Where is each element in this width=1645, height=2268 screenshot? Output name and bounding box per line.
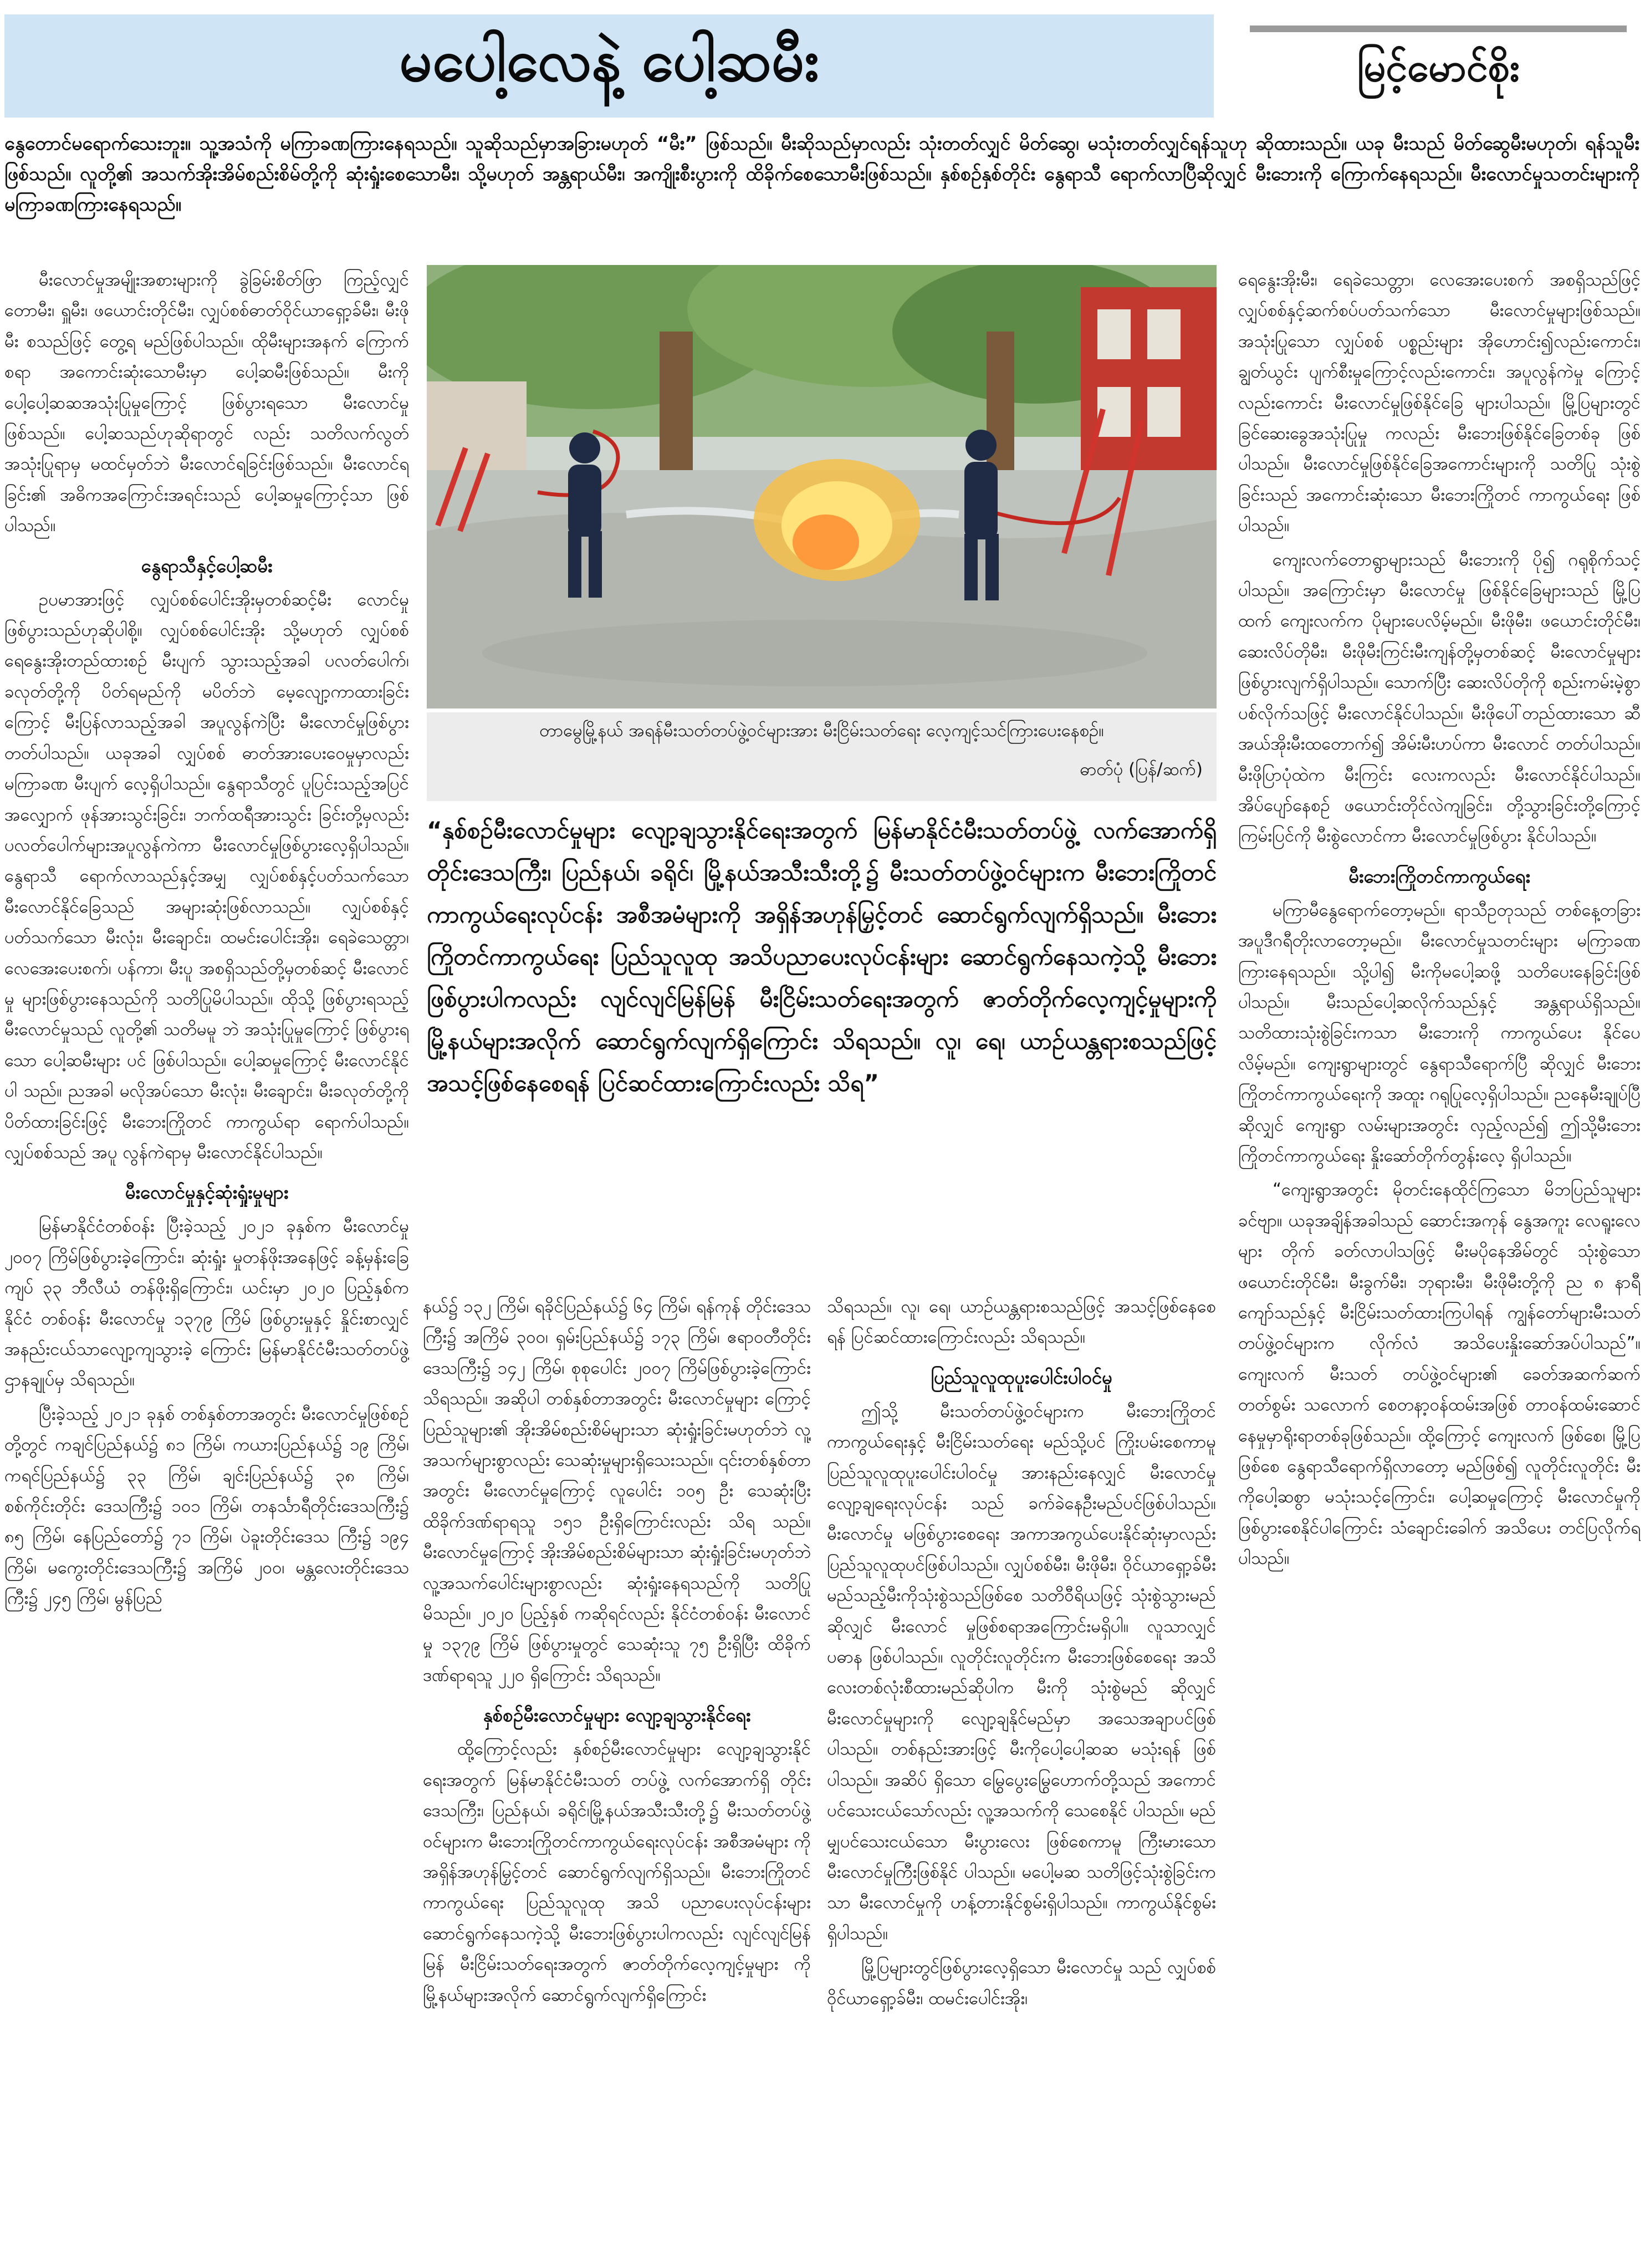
column-4 <box>1238 265 1641 2261</box>
pull-quote: “နှစ်စဉ်မီးလောင်မှုများ လျော့ချသွားနိုင်ရေးအတွက် မြန်မာနိုင်ငံမီးသတ်တပ်ဖွဲ့ လက်အောက်ရှိ တိုင်းဒေသကြီး၊ ပြည်နယ်၊ ခရိုင်၊ မြို့နယ်အသီးသီးတို့၌ မီးသတ်တပ်ဖွဲ့ဝင်များက မီးဘေးကြိုတင် ကာကွယ်ရေးလုပ်ငန်း အစီအမံများကို အရှိန်အဟုန်မြှင့်တင် ဆောင်ရွက်လျက်ရှိသည်။ မီးဘေး ကြိုတင်ကာကွယ်ရေး ပြည်သူလူထု အသိပညာပေးလုပ်ငန်းများ ဆောင်ရွက်နေသကဲ့သို့ မီးဘေး ဖြစ်ပွားပါကလည်း လျင်လျင်မြန်မြန် မီးငြိမ်းသတ်ရေးအတွက် ဇာတ်တိုက်လေ့ကျင့်မှုများကို မြို့နယ်များအလိုက် ဆောင်ရွက်လျက်ရှိကြောင်း သိရသည်။ လူ၊ ရေ၊ ယာဉ်ယန္တရားစသည်ဖြင့် အသင့်ဖြစ်နေစေရန် ပြင်ဆင်ထားကြောင်းလည်း သိရ” <box>427 817 1217 1097</box>
headline: မပေါ့လေနဲ့ ပေါ့ဆမီး <box>399 27 819 94</box>
col1-subheading-1: နွေရာသီနှင့်ပေါ့ဆမီး <box>141 554 273 577</box>
col3-subheading-1: ပြည်သူလူထုပူးပေါင်းပါဝင်မှု <box>931 1366 1112 1388</box>
col3-paragraph-2: ဤသို့ မီးသတ်တပ်ဖွဲ့ဝင်များက မီးဘေးကြိုတင် ကာကွယ်ရေးနှင့် မီးငြိမ်းသတ်ရေး မည်သို့ပင် ကြိုးပမ်းစေကာမူ ပြည်သူလူထုပူးပေါင်းပါဝင်မှု အားနည်းနေလျှင် မီးလောင်မှု လျော့ချရေးလုပ်ငန်း သည် ခက်ခဲနေဦးမည်ပင်ဖြစ်ပါသည်။ မီးလောင်မှု မဖြစ်ပွားစေရေး အကာအကွယ်ပေးနိုင်ဆုံးမှာလည်း ပြည်သူလူထုပင်ဖြစ်ပါသည်။ လျှပ်စစ်မီး၊ မီးဖိုမီး၊ ဝိုင်ယာရှော့ခ်မီး မည်သည့်မီးကိုသုံးစွဲသည်ဖြစ်စေ သတိဝီရိယဖြင့် သုံးစွဲသွားမည်ဆိုလျှင် မီးလောင် မှုဖြစ်စရာအကြောင်းမရှိပါ။ လူသာလျှင် ပဓာန ဖြစ်ပါသည်။ လူတိုင်းလူတိုင်းက မီးဘေးဖြစ်စေရေး အသိလေးတစ်လုံးစီထားမည်ဆိုပါက မီးကို သုံးစွဲမည် ဆိုလျှင် မီးလောင်မှုများကို လျော့ချနိုင်မည်မှာ အသေအချာပင်ဖြစ်ပါသည်။ တစ်နည်းအားဖြင့် မီးကိုပေါ့ပေါ့ဆဆ မသုံးရန် ဖြစ်ပါသည်။ အဆိပ် ရှိသော မြွေပွေးမြွေဟောက်တို့သည် အကောင် ပင်သေးငယ်သော်လည်း လူ့အသက်ကို သေစေနိုင် ပါသည်။ မည်မျှပင်သေးငယ်သော မီးပွားလေး ဖြစ်စေကာမူ ကြီးမားသော မီးလောင်မှုကြီးဖြစ်နိုင် ပါသည်။ မပေါ့မဆ သတိဖြင့်သုံးစွဲခြင်းကသာ မီးလောင်မှုကို ဟန့်တားနိုင်စွမ်းရှိပါသည်။ ကာကွယ်နိုင်စွမ်းရှိပါသည်။ <box>827 1401 1216 1944</box>
col3-paragraph-3: မြို့ပြများတွင်ဖြစ်ပွားလေ့ရှိသော မီးလောင်မှု သည် လျှပ်စစ်ဝိုင်ယာရှော့ခ်မီး၊ ထမင်းပေါင်းအိုး၊ <box>827 1958 1216 2009</box>
col1-paragraph-4: ပြီးခဲ့သည့် ၂၀၂၁ ခုနှစ် တစ်နှစ်တာအတွင်း မီးလောင်မှုဖြစ်စဉ်တို့တွင် ကချင်ပြည်နယ်၌ ၈၁ ကြိမ်၊ ကယားပြည်နယ်၌ ၁၉ ကြိမ်၊ ကရင်ပြည်နယ်၌ ၃၃ ကြိမ်၊ ချင်းပြည်နယ်၌ ၃၈ ကြိမ်၊ စစ်ကိုင်းတိုင်း ဒေသကြီး၌ ၁၀၁ ကြိမ်၊ တနင်္သာရီတိုင်းဒေသကြီး၌ ၈၅ ကြိမ်၊ နေပြည်တော်၌ ၇၁ ကြိမ်၊ ပဲခူးတိုင်းဒေသ ကြီး၌ ၁၉၄ ကြိမ်၊ မကွေးတိုင်းဒေသကြီး၌ အကြိမ် ၂၀၀၊ မန္တလေးတိုင်းဒေသကြီး၌ ၂၄၅ ကြိမ်၊ မွန်ပြည် <box>4 1404 409 1609</box>
col1-subheading-2: မီးလောင်မှုနှင့်ဆုံးရှုံးမှုများ <box>125 1181 289 1204</box>
col4-paragraph-3: မကြာမီနွေရောက်တော့မည်။ ရာသီဥတုသည် တစ်နေ့တခြား အပူဒီဂရီတိုးလာတော့မည်။ မီးလောင်မှုသတင်းများ မကြာခဏကြားနေရသည်။ သို့ပါ၍ မီးကိုမပေါ့ဆဖို့ သတိပေးနေခြင်းဖြစ်ပါသည်။ မီးသည်ပေါ့ဆလိုက်သည်နှင့် အန္တရာယ်ရှိသည်။ သတိထားသုံးစွဲခြင်းကသာ မီးဘေးကို ကာကွယ်ပေး နိုင်ပေလိမ့်မည်။ ကျေးရွာများတွင် နွေရာသီရောက်ပြီ ဆိုလျှင် မီးဘေးကြိုတင်ကာကွယ်ရေးကို အထူး ဂရုပြုလေ့ရှိပါသည်။ ညနေမီးချုပ်ပြီဆိုလျှင် ကျေးရွာ လမ်းများအတွင်း လှည့်လည်၍ ဤသို့မီးဘေး ကြိုတင်ကာကွယ်ရေး နှိုးဆော်တိုက်တွန်းလေ့ ရှိပါသည်။ <box>1238 900 1641 1166</box>
col3-paragraph-1: သိရသည်။ လူ၊ ရေ၊ ယာဉ်ယန္တရားစသည်ဖြင့် အသင့်ဖြစ်နေစေရန် ပြင်ဆင်ထားကြောင်းလည်း သိရသည်။ <box>827 1297 1216 1348</box>
photo-caption: တာမွေမြို့နယ် အရန်မီးသတ်တပ်ဖွဲ့ဝင်များအား မီးငြိမ်းသတ်ရေး လေ့ကျင့်သင်ကြားပေးနေစဉ်။ <box>539 721 1104 741</box>
col2-paragraph-1: နယ်၌ ၁၃၂ ကြိမ်၊ ရခိုင်ပြည်နယ်၌ ၆၄ ကြိမ်၊ ရန်ကုန် တိုင်းဒေသကြီး၌ အကြိမ် ၃၀၀၊ ရှမ်းပြည်နယ်၌ ၁၇၃ ကြိမ်၊ ဧရာဝတီတိုင်းဒေသကြီး၌ ၁၄၂ ကြိမ်၊ စုစုပေါင်း ၂၀၀၇ ကြိမ်ဖြစ်ပွားခဲ့ကြောင်း သိရသည်။ အဆိုပါ တစ်နှစ်တာအတွင်း မီးလောင်မှုများ ကြောင့် ပြည်သူများ၏ အိုးအိမ်စည်းစိမ်များသာ ဆုံးရှုံးခြင်းမဟုတ်ဘဲ လူ့အသက်များစွာလည်း သေဆုံးမှုများရှိသေးသည်။ ၎င်းတစ်နှစ်တာအတွင်း မီးလောင်မှုကြောင့် လူပေါင်း ၁၀၅ ဦး သေဆုံးပြီး ထိခိုက်ဒဏ်ရာရသူ ၁၅၁ ဦးရှိကြောင်းလည်း သိရ သည်။ မီးလောင်မှုကြောင့် အိုးအိမ်စည်းစိမ်များသာ ဆုံးရှုံးခြင်းမဟုတ်ဘဲ လူ့အသက်ပေါင်းများစွာလည်း ဆုံးရှုံးနေရသည်ကို သတိပြုမိသည်။ ၂၀၂၀ ပြည့်နှစ် ကဆိုရင်လည်း နိုင်ငံတစ်ဝန်း မီးလောင်မှု ၁၃၇၉ ကြိမ် ဖြစ်ပွားမှုတွင် သေဆုံးသူ ၇၅ ဦးရှိပြီး ထိခိုက် ဒဏ်ရာရသူ ၂၂၀ ရှိကြောင်း သိရသည်။ <box>423 1297 811 1685</box>
fire-drill-photo <box>427 265 1217 709</box>
col4-subheading-1: မီးဘေးကြိုတင်ကာကွယ်ရေး <box>1348 865 1530 887</box>
col1-paragraph-2: ဥပမာအားဖြင့် လျှပ်စစ်ပေါင်းအိုးမှတစ်ဆင့်မီး လောင်မှုဖြစ်ပွားသည်ဟုဆိုပါစို့။ လျှပ်စစ်ပေါင်းအိုး သို့မဟုတ် လျှပ်စစ်ရေနွေးအိုးတည်ထားစဉ် မီးပျက် သွားသည့်အခါ ပလတ်ပေါက်၊ ခလုတ်တို့ကို ပိတ်ရမည်ကို မပိတ်ဘဲ မေ့လျော့ကာထားခြင်း ကြောင့် မီးပြန်လာသည့်အခါ အပူလွန်ကဲပြီး မီးလောင်မှုဖြစ်ပွားတတ်ပါသည်။ ယခုအခါ လျှပ်စစ် ဓာတ်အားပေးဝေမှုမှာလည်း မကြာခဏ မီးပျက် လေ့ရှိပါသည်။ နွေရာသီတွင် ပူပြင်းသည့်အပြင် အလျှောက် ဖုန်အားသွင်းခြင်း၊ ဘက်ထရီအားသွင်း ခြင်းတို့မှလည်း ပလတ်ပေါက်များအပူလွန်ကဲကာ မီးလောင်မှုဖြစ်ပွားလေ့ရှိပါသည်။ နွေရာသီ ရောက်လာသည်နှင့်အမျှ လျှပ်စစ်နှင့်ပတ်သက်သော မီးလောင်နိုင်ခြေသည် အများဆုံးဖြစ်လာသည်။ လျှပ်စစ်နှင့်ပတ်သက်သော မီးလုံး၊ မီးချောင်း၊ ထမင်းပေါင်းအိုး၊ ရေခဲသေတ္တာ၊ လေအေးပေးစက်၊ ပန်ကာ၊ မီးပူ အစရှိသည်တို့မှတစ်ဆင့် မီးလောင်မှု များဖြစ်ပွားနေသည်ကို သတိပြုမိပါသည်။ ထိုသို့ ဖြစ်ပွားရသည့် မီးလောင်မှုသည် လူတို့၏ သတိမမူ ဘဲ အသုံးပြုမှုကြောင့် ဖြစ်ပွားရသော ပေါ့ဆမီးများ ပင် ဖြစ်ပါသည်။ ပေါ့ဆမှုကြောင့် မီးလောင်နိုင်ပါ သည်။ ညအခါ မလိုအပ်သော မီးလုံး၊ မီးချောင်း၊ မီးခလုတ်တို့ကို ပိတ်ထားခြင်းဖြင့် မီးဘေးကြိုတင် ကာကွယ်ရာ ရောက်ပါသည်။ လျှပ်စစ်သည် အပူ လွန်ကဲရာမှ မီးလောင်နိုင်ပါသည်။ <box>4 589 409 1163</box>
photo-credit: ဓာတ်ပုံ (ပြန်/ဆက်) <box>1080 760 1203 779</box>
col2-subheading-1: နှစ်စဉ်မီးလောင်မှုများ လျော့ချသွားနိုင်ရေး <box>483 1704 751 1726</box>
byline: မြင့်မောင်စိုး <box>1357 44 1520 90</box>
column-1 <box>4 265 409 2261</box>
col1-paragraph-3: မြန်မာနိုင်ငံတစ်ဝန်း ပြီးခဲ့သည့် ၂၀၂၁ ခုနှစ်က မီးလောင်မှု ၂၀၀၇ ကြိမ်ဖြစ်ပွားခဲ့ကြောင်း၊ ဆုံးရှုံး မှုတန်ဖိုးအနေဖြင့် ခန့်မှန်းခြေကျပ် ၃၃ ဘီလီယံ တန်ဖိုးရှိကြောင်း၊ ယင်းမှာ ၂၀၂၀ ပြည့်နှစ်က နိုင်ငံ တစ်ဝန်း မီးလောင်မှု ၁၃၇၉ ကြိမ် ဖြစ်ပွားမှုနှင့် နှိုင်းစာလျှင် အနည်းငယ်သာလျော့ကျသွားခဲ့ ကြောင်း မြန်မာနိုင်ငံမီးသတ်တပ်ဖွဲ့ဌာနချုပ်မှ သိရသည်။ <box>4 1216 409 1390</box>
col2-paragraph-2: ထို့ကြောင့်လည်း နှစ်စဉ်မီးလောင်မှုများ လျော့ချသွားနိုင်ရေးအတွက် မြန်မာနိုင်ငံမီးသတ် တပ်ဖွဲ့ လက်အောက်ရှိ တိုင်းဒေသကြီး၊ ပြည်နယ်၊ ခရိုင်၊မြို့နယ်အသီးသီးတို့၌ မီးသတ်တပ်ဖွဲ့ဝင်များက မီးဘေးကြိုတင်ကာကွယ်ရေးလုပ်ငန်း အစီအမံများ ကို အရှိန်အဟုန်မြှင့်တင် ဆောင်ရွက်လျက်ရှိသည်။ မီးဘေးကြိုတင်ကာကွယ်ရေး ပြည်သူလူထု အသိ ပညာပေးလုပ်ငန်းများ ဆောင်ရွက်နေသကဲ့သို့ မီးဘေးဖြစ်ပွားပါကလည်း လျင်လျင်မြန်မြန် မီးငြိမ်းသတ်ရေးအတွက် ဇာတ်တိုက်လေ့ကျင့်မှုများ ကို မြို့နယ်များအလိုက် ဆောင်ရွက်လျက်ရှိကြောင်း <box>423 1739 811 2005</box>
col4-paragraph-2: ကျေးလက်တောရွာများသည် မီးဘေးကို ပို၍ ဂရုစိုက်သင့်ပါသည်။ အကြောင်းမှာ မီးလောင်မှု ဖြစ်နိုင်ခြေများသည် မြို့ပြထက် ကျေးလက်က ပိုများပေလိမ့်မည်။ မီးဖိုမီး၊ ဖယောင်းတိုင်မီး၊ ဆေးလိပ်တိုမီး၊ မီးဖိုမီးကြင်းမီးကျန်တို့မှတစ်ဆင့် မီးလောင်မှုများ ဖြစ်ပွားလျက်ရှိပါသည်။ သောက်ပြီး ဆေးလိပ်တိုကို စည်းကမ်းမဲ့စွာ ပစ်လိုက်သဖြင့် မီးလောင်နိုင်ပါသည်။ မီးဖိုပေါ်တည်ထားသော ဆီအယ်အိုးမီးထတောက်၍ အိမ်းမီးဟပ်ကာ မီးလောင် တတ်ပါသည်။ မီးဖိုပြာပုံထဲက မီးကြင်း လေးကလည်း မီးလောင်နိုင်ပါသည်။ အိပ်ပျော်နေစဉ် ဖယောင်းတိုင်လဲကျခြင်း၊ တို့သွားခြင်းတို့ကြောင့် ကြမ်းပြင်ကို မီးစွဲလောင်ကာ မီးလောင်မှုဖြစ်ပွား နိုင်ပါသည်။ <box>1238 549 1641 847</box>
byline-rule <box>1250 26 1627 32</box>
column-2 <box>423 1292 811 2261</box>
column-3 <box>827 1292 1216 2261</box>
fire-drill-illustration <box>427 265 1217 709</box>
col1-paragraph-1: မီးလောင်မှုအမျိုးအစားများကို ခွဲခြမ်းစိတ်ဖြာ ကြည့်လျှင် တောမီး၊ ရှူမီး၊ ဖယောင်းတိုင်မီး၊ လျှပ်စစ်ဓာတ်ဝိုင်ယာရှော့ခ်မီး၊ မီးဖိုမီး စသည်ဖြင့် တွေ့ရ မည်ဖြစ်ပါသည်။ ထိုမီးများအနက် ကြောက်စရာ အကောင်းဆုံးသောမီးမှာ ပေါ့ဆမီးဖြစ်သည်။ မီးကို ပေါ့ပေါ့ဆဆအသုံးပြုမှုကြောင့် ဖြစ်ပွားရသော မီးလောင်မှုဖြစ်သည်။ ပေါ့ဆသည်ဟုဆိုရာတွင် လည်း သတိလက်လွတ်အသုံးပြုရာမှ မထင်မှတ်ဘဲ မီးလောင်ရခြင်းဖြစ်သည်။ မီးလောင်ရခြင်း၏ အဓိကအကြောင်းအရင်းသည် ပေါ့ဆမှုကြောင့်သာ ဖြစ်ပါသည်။ <box>4 270 409 536</box>
col4-paragraph-1: ရေနွေးအိုးမီး၊ ရေခဲသေတ္တာ၊ လေအေးပေးစက် အစရှိသည်ဖြင့် လျှပ်စစ်နှင့်ဆက်စပ်ပတ်သက်သော မီးလောင်မှုများဖြစ်သည်။ အသုံးပြုသော လျှပ်စစ် ပစ္စည်းများ အိုဟောင်း၍လည်းကောင်း၊ ချွတ်ယွင်း ပျက်စီးမှုကြောင့်လည်းကောင်း၊ အပူလွန်ကဲမှု ကြောင့်လည်းကောင်း မီးလောင်မှုဖြစ်နိုင်ခြေ များပါသည်။ မြို့ပြများတွင် ခြင်ဆေးခွေအသုံးပြုမှု ကလည်း မီးဘေးဖြစ်နိုင်ခြေတစ်ခု ဖြစ်ပါသည်။ မီးလောင်မှုဖြစ်နိုင်ခြေအကောင်းများကို သတိပြု သုံးစွဲခြင်းသည် အကောင်းဆုံးသော မီးဘေးကြိုတင် ကာကွယ်ရေး ဖြစ်ပါသည်။ <box>1238 270 1641 536</box>
intro-paragraph: နွေတောင်မရောက်သေးဘူး။ သူ့အသံကို မကြာခဏကြားနေရသည်။ သူဆိုသည်မှာအခြားမဟုတ် “မီး” ဖြစ်သည်။ မီးဆိုသည်မှာလည်း သုံးတတ်လျှင် မိတ်ဆွေ၊ မသုံးတတ်လျှင်ရန်သူဟု ဆိုထားသည်။ ယခု မီးသည် မိတ်ဆွေမီးမဟုတ်၊ ရန်သူမီးဖြစ်သည်။ လူတို့၏ အသက်အိုးအိမ်စည်းစိမ်တို့ကို ဆုံးရှုံးစေသောမီး၊ သို့မဟုတ် အန္တရာယ်မီး၊ အကျိုးစီးပွားကို ထိခိုက်စေသောမီးဖြစ်သည်။ နှစ်စဉ်နှစ်တိုင်း နွေရာသီ ရောက်လာပြီဆိုလျှင် မီးဘေးကို ကြောက်နေရသည်။ မီးလောင်မှုသတင်းများကို မကြာခဏကြားနေရသည်။ <box>4 132 1639 216</box>
col4-paragraph-4: “ကျေးရွာအတွင်း မိုတင်းနေထိုင်ကြသော မိဘပြည်သူများခင်ဗျာ။ ယခုအချိန်အခါသည် ဆောင်းအကုန် နွေအကူး လေရူးလေများ တိုက် ခတ်လာပါသဖြင့် မီးမပိုနေအိမ်တွင် သုံးစွဲသော ဖယောင်းတိုင်မီး၊ မီးခွက်မီး၊ ဘုရားမီး၊ မီးဖိုမီးတို့ကို ည ၈ နာရီကျော်သည်နှင့် မီးငြိမ်းသတ်ထားကြပါရန် ကျွန်တော်များမီးသတ်တပ်ဖွဲ့ဝင်များက လိုက်လံ အသိပေးနှိုးဆော်အပ်ပါသည်”။ ကျေးလက် မီးသတ် တပ်ဖွဲ့ဝင်များ၏ ခေတ်အဆက်ဆက် တတ်စွမ်း သလောက် စေတနာ့ဝန်ထမ်းအဖြစ် တာဝန်ထမ်းဆောင် နေမှုမှာရိုးရာတစ်ခုဖြစ်သည်။ ထို့ကြောင့် ကျေးလက် ဖြစ်စေ၊ မြို့ပြဖြစ်စေ နွေရာသီရောက်ရှိလာတော့ မည်ဖြစ်၍ လူတိုင်းလူတိုင်း မီးကိုပေါ့ဆစွာ မသုံးသင့်ကြောင်း၊ ပေါ့ဆမှုကြောင့် မီးလောင်မှုကို ဖြစ်ပွားစေနိုင်ပါကြောင်း သံချောင်းခေါက် အသိပေး တင်ပြလိုက်ရပါသည်။ <box>1238 1180 1641 1569</box>
